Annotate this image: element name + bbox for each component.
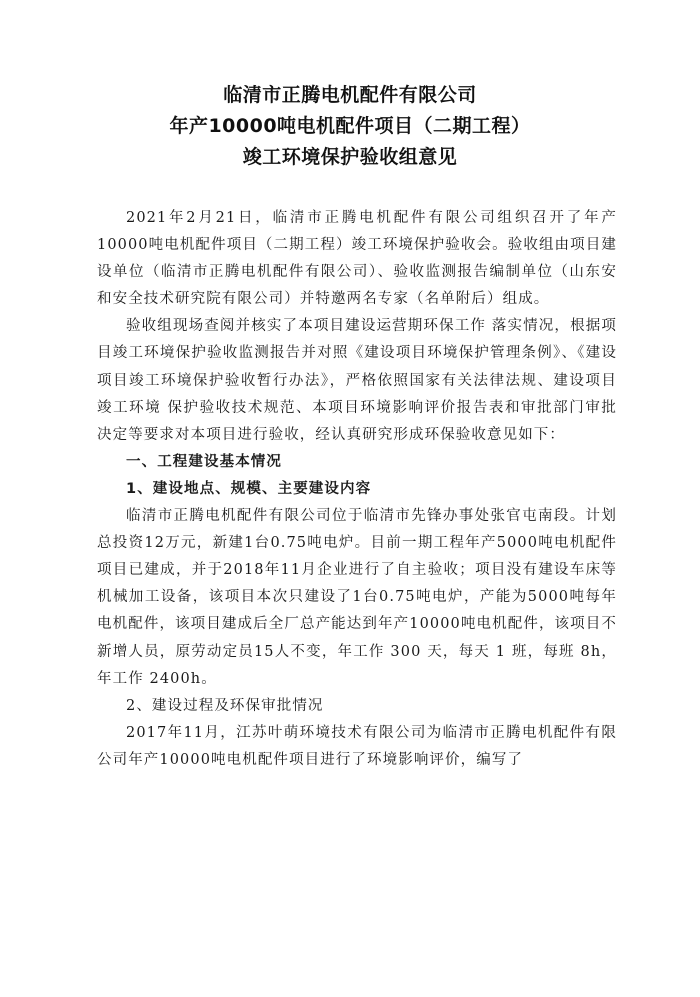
- document-title: [0, 80, 700, 173]
- subsection-heading-approval: 2、建设过程及环保审批情况: [126, 697, 324, 714]
- title-opinion: 竣工环境保护验收组意见: [242, 146, 458, 168]
- paragraph-meeting: 2021年2月21日，临清市正腾电机配件有限公司组织召开了年产10000吨电机配件项目（二期工程）竣工环境保护验收会。验收组由项目建设单位（临清市正腾电机配件有限公司）、验收监测报告编制单位（山东安和安全技术研究院有限公司）并特邀两名专家（名单附后）组成。: [97, 210, 617, 308]
- paragraph-verification: 验收组现场查阅并核实了本项目建设运营期环保工作 落实情况，根据项目竣工环境保护验收监测报告并对照《建设项目环境保护管理条例》、《建设项目竣工环境保护验收暂行办法》，严格依照国家有关法律法规、建设项目竣工环境 保护验收技术规范、本项目环境影响评价报告表和审批部门审批决定等要求对本项目进行验收，经认真研究形成环保验收意见如下：: [97, 318, 617, 443]
- paragraph-approval: 2017年11月，江苏叶萌环境技术有限公司为临清市正腾电机配件有限公司年产10000吨电机配件项目进行了环境影响评价，编写了: [97, 724, 617, 768]
- document-body: [97, 205, 617, 774]
- title-company: 临清市正腾电机配件有限公司: [223, 84, 477, 106]
- paragraph-location-scale: 临清市正腾电机配件有限公司位于临清市先锋办事处张官屯南段。计划总投资12万元，新建1台0.75吨电炉。目前一期工程年产5000吨电机配件项目已建成，并于2018年11月企业进行了自主验收；项目没有建设车床等机械加工设备，该项目本次只建设了1台0.75吨电炉，产能为5000吨每年电机配件，该项目建成后全厂总产能达到年产10000吨电机配件，该项目不新增人员，原劳动定员15人不变，年工作 300 天，每天 1 班，每班 8h，年工作 2400h。: [97, 508, 617, 687]
- subsection-heading-location-scale: 1、建设地点、规模、主要建设内容: [126, 480, 372, 497]
- title-project: 年产10000吨电机配件项目（二期工程）: [169, 115, 531, 137]
- section-heading-basic-info: 一、工程建设基本情况: [126, 453, 282, 470]
